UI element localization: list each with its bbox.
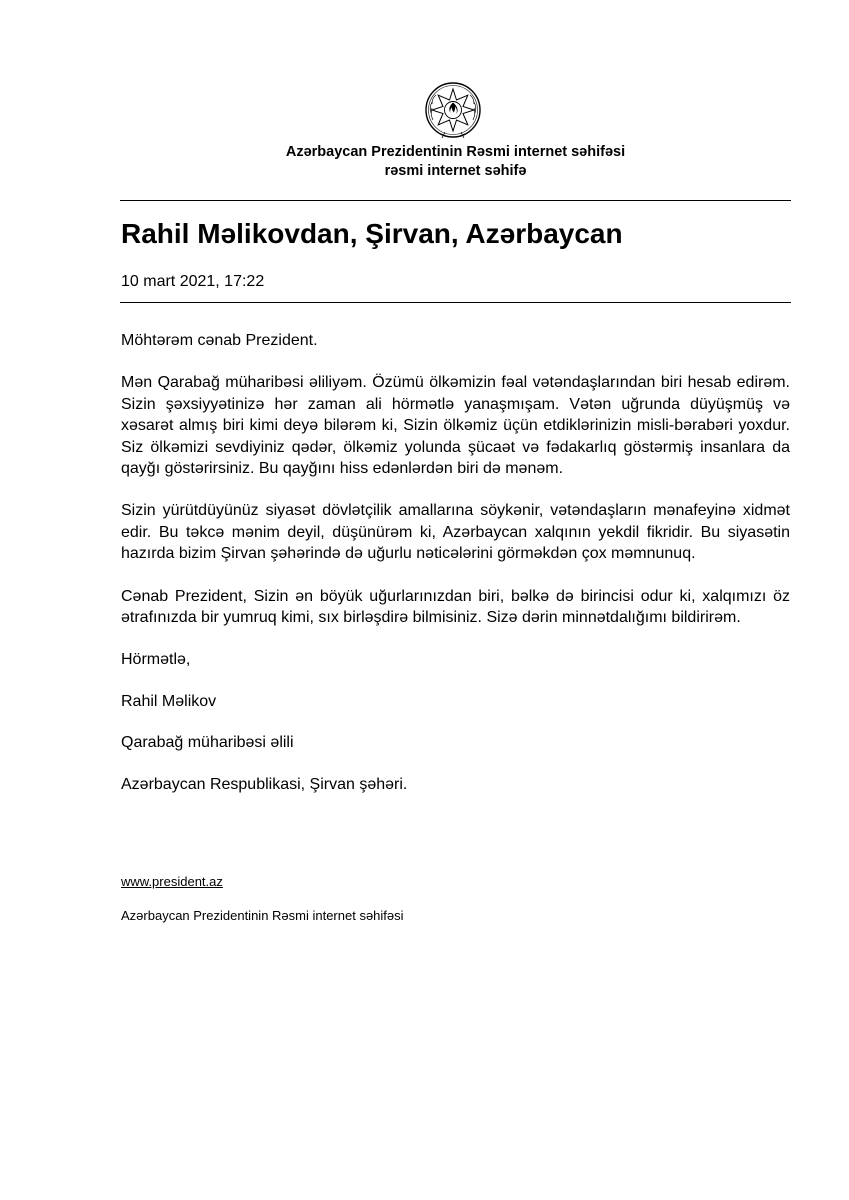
page-title: Rahil Məlikovdan, Şirvan, Azərbaycan [121,218,623,249]
site-header [120,143,791,181]
footer-site-name: Azərbaycan Prezidentinin Rəsmi internet səhifəsi [121,908,404,923]
letter-greeting: Möhtərəm cənab Prezident. [121,332,318,349]
letter-closing: Hörmətlə, [121,651,191,669]
signature-name: Rahil Məlikov [121,692,217,710]
publish-date: 10 mart 2021, 17:22 [121,273,265,290]
website-link[interactable]: www.president.az [121,874,223,889]
header-divider [120,200,791,201]
signature-location: Azərbaycan Respublikasi, Şirvan şəhəri. [121,775,408,793]
signature-title: Qarabağ müharibəsi əlili [121,734,294,752]
title-divider [120,302,791,303]
state-emblem-icon [423,80,483,142]
site-subtitle: rəsmi internet səhifə [384,163,527,179]
site-name: Azərbaycan Prezidentinin Rəsmi internet səhifəsi [285,144,626,160]
letter-paragraph: Cənab Prezident, Sizin ən böyük uğurlarınızdan biri, bəlkə də birincisi odur ki, xalqımızı öz ətrafınızda bir yumruq kimi, sıx birləşdirə bilmisiniz. Sizə dərin minnətdalığımı bildirirəm. [121,587,790,627]
letter-body [121,330,790,815]
letter-paragraph: Sizin yürütdüyünüz siyasət dövlətçilik amallarına söykənir, vətəndaşların mənafeyinə xidmət edir. Bu təkcə mənim deyil, düşünürəm ki, Azərbaycan xalqının yekdil fikridir. Bu siyasətin hazırda bizim Şirvan şəhərində də uğurlu nəticələrini görməkdən çox məmnunuq. [121,502,790,563]
letter-paragraph: Mən Qarabağ müharibəsi əliliyəm. Özümü ölkəmizin fəal vətəndaşlarından biri hesab edirəm. Sizin şəxsiyyətinizə hər zaman ali hörmətlə yanaşmışam. Vətən uğrunda düyüşmüş və xəsarət almış biri kimi deyə bilərəm ki, Sizin ölkəmiz üçün etdiklərinizin misli-bərabəri yoxdur. Siz ölkəmizi sevdiyiniz qədər, ölkəmiz yolunda şücaət və fədakarlıq göstərmiş insanlara da qayğı göstərirsiniz. Bu qayğını hiss edənlərdən biri də mənəm. [121,374,790,478]
